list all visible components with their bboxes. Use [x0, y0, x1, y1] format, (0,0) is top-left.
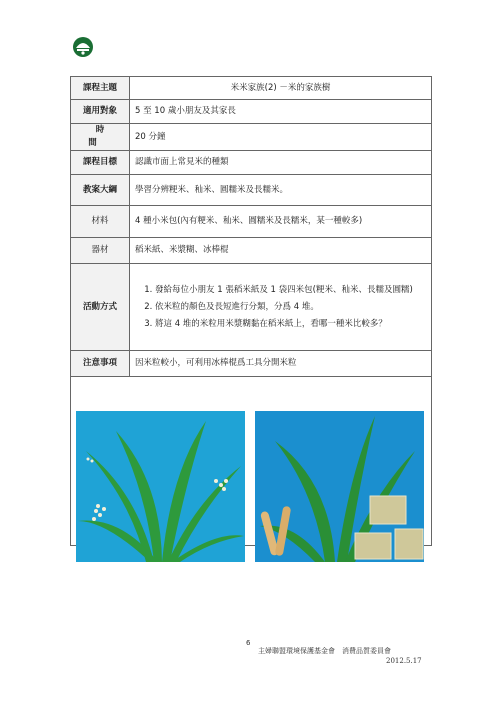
list-item: 2. 依米粒的顏色及長短進行分類，分爲 4 堆。 — [155, 299, 426, 316]
row-value-outline: 學習分辨粳米、秈米、圓糯米及長糯米。 — [130, 175, 432, 206]
table-row — [71, 175, 432, 206]
row-value-duration: 20 分鐘 — [130, 124, 432, 151]
table-row — [71, 124, 432, 151]
table-row — [71, 151, 432, 175]
row-value-equipment: 稻米紙、米漿糊、冰棒棍 — [130, 238, 432, 264]
table-row — [71, 264, 432, 351]
rice-collage-photo-left — [76, 411, 245, 562]
footer-organization: 主婦聯盟環境保護基金會 消費品質委員會 — [258, 647, 391, 655]
row-label-activity: 活動方式 — [71, 264, 130, 351]
row-value-activity — [130, 264, 432, 351]
row-value-audience: 5 至 10 歲小朋友及其家長 — [130, 100, 432, 124]
row-label-audience: 適用對象 — [71, 100, 130, 124]
footer-date: 2012.5.17 — [386, 657, 422, 665]
table-row — [71, 206, 432, 238]
row-label-duration: 時 間 — [71, 124, 130, 151]
row-label-equipment: 器材 — [71, 238, 130, 264]
row-value-notes: 因米粒較小，可利用冰棒棍爲工具分開米粒 — [130, 351, 432, 377]
page-number: 6 — [246, 639, 251, 647]
table-row — [71, 351, 432, 377]
green-bell-logo-icon — [72, 36, 94, 58]
row-label-notes: 注意事項 — [71, 351, 130, 377]
table-row — [71, 100, 432, 124]
row-label-objective: 課程目標 — [71, 151, 130, 175]
table-row — [71, 238, 432, 264]
row-label-materials: 材料 — [71, 206, 130, 238]
rice-materials-photo-right — [255, 411, 424, 562]
list-item: 3. 將這 4 堆的米粒用米漿糊黏在稻米紙上，看哪一種米比較多？ — [155, 316, 426, 333]
table-row — [71, 77, 432, 100]
activity-steps-list — [135, 282, 426, 333]
list-item: 1. 發給每位小朋友 1 張稻米紙及 1 袋四米包(粳米、秈米、長糯及圓糯) — [155, 282, 426, 299]
row-label-outline: 教案大綱 — [71, 175, 130, 206]
row-value-objective: 認識市面上常見米的種類 — [130, 151, 432, 175]
row-value-topic: 米米家族(2) －米的家族樹 — [130, 77, 432, 100]
row-label-topic: 課程主題 — [71, 77, 130, 100]
row-value-materials: 4 種小米包(內有粳米、秈米、圓糯米及長糯米，某一種較多) — [130, 206, 432, 238]
